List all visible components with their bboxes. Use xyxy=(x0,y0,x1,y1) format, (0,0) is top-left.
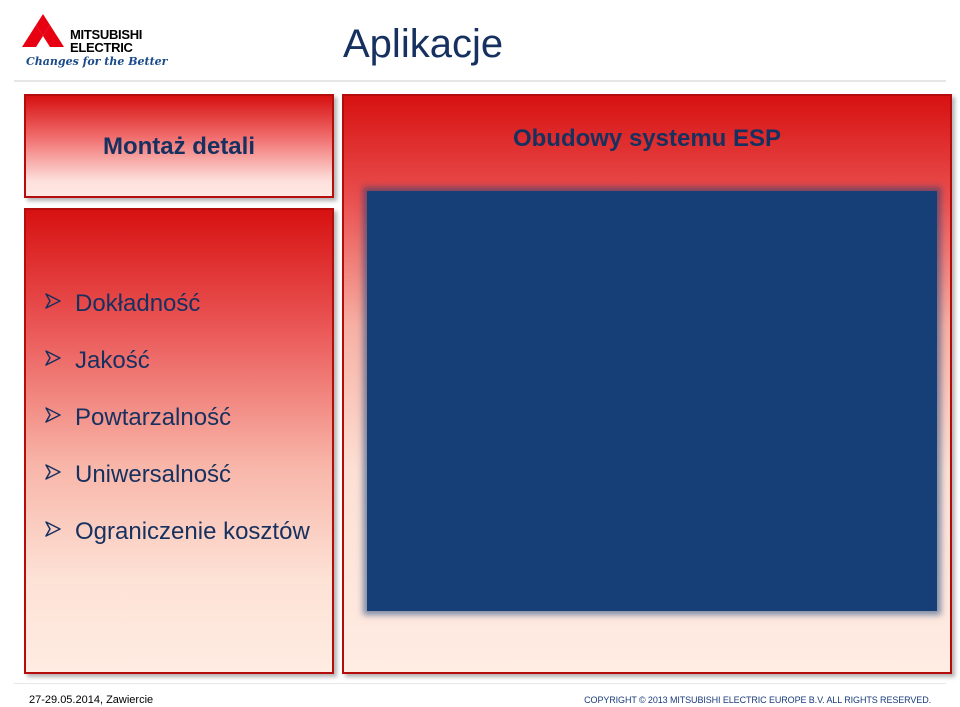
brand-line-2: ELECTRIC xyxy=(70,40,133,55)
arrowhead-bullet-icon xyxy=(44,292,62,310)
arrowhead-bullet-icon xyxy=(44,406,62,424)
features-box xyxy=(24,208,334,674)
assembly-box xyxy=(24,94,334,198)
list-item xyxy=(44,347,324,375)
assembly-box-title: Montaż detali xyxy=(102,133,255,160)
arrowhead-bullet-icon xyxy=(44,349,62,367)
list-item xyxy=(44,461,324,489)
feature-text: Uniwersalność xyxy=(75,461,232,488)
footer-date-location: 27-29.05.2014, Zawiercie xyxy=(29,694,154,706)
feature-text: Jakość xyxy=(75,347,150,374)
footer-divider xyxy=(14,683,946,684)
arrowhead-bullet-icon xyxy=(44,520,62,538)
list-item xyxy=(44,290,324,318)
feature-text: Powtarzalność xyxy=(75,404,232,431)
header-divider xyxy=(14,80,946,82)
feature-text: Ograniczenie kosztów xyxy=(75,518,310,545)
list-item xyxy=(44,518,324,546)
image-placeholder-panel xyxy=(367,191,937,611)
esp-enclosures-title: Obudowy systemu ESP xyxy=(512,125,782,152)
brand-tagline: Changes for the Better xyxy=(26,55,168,68)
brand-line-1: MITSUBISHI xyxy=(70,27,143,42)
mitsubishi-logo xyxy=(22,14,168,70)
slide-title: Aplikacje xyxy=(343,22,504,66)
three-diamonds-logo-icon xyxy=(22,14,66,54)
arrowhead-bullet-icon xyxy=(44,463,62,481)
esp-enclosures-box xyxy=(342,94,952,674)
list-item xyxy=(44,404,324,432)
feature-text: Dokładność xyxy=(75,290,201,317)
features-list xyxy=(44,290,324,575)
footer-copyright: COPYRIGHT © 2013 MITSUBISHI ELECTRIC EUROPE B.V. ALL RIGHTS RESERVED. xyxy=(584,695,931,705)
